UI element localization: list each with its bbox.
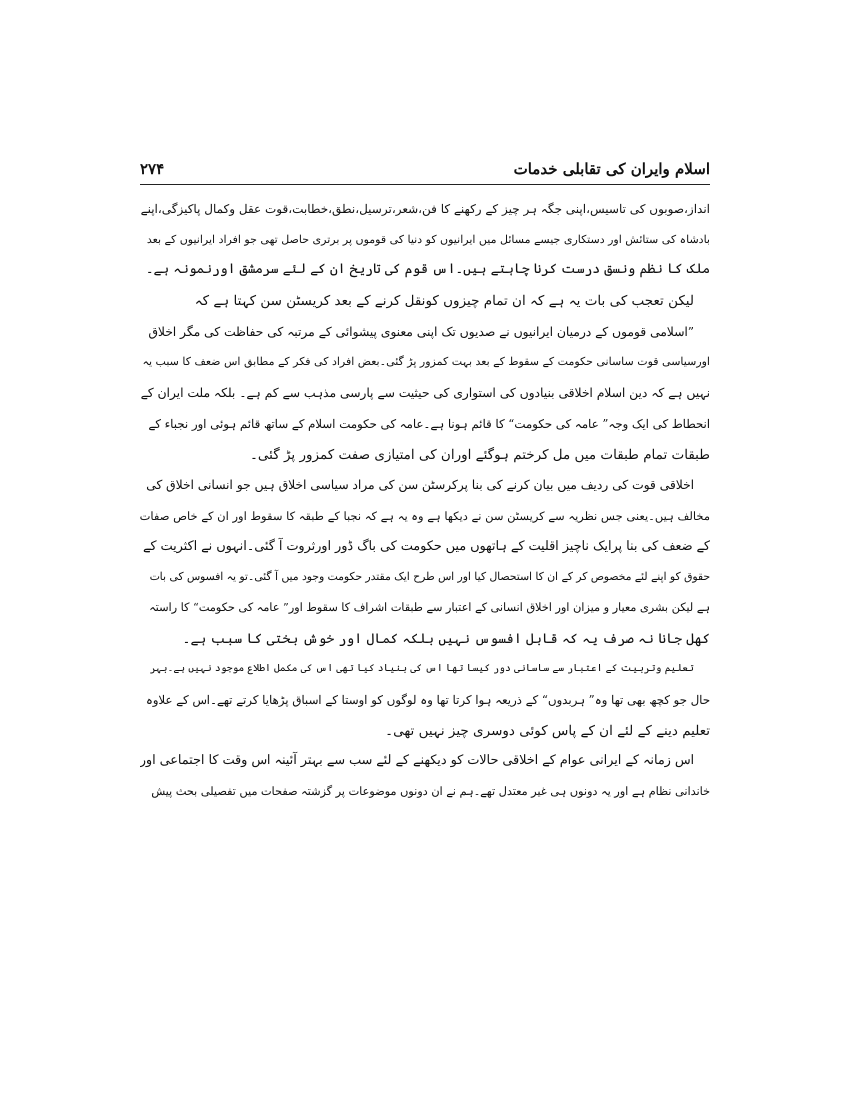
text-line: خاندانی نظام ہے اور یہ دونوں ہی غیر معتدل تھے۔ہم نے ان دونوں موضوعات پر گزشتہ صفحات میں تفصیلی بحث پیش bbox=[151, 785, 710, 799]
text-line: طبقات تمام طبقات میں مل کرختم ہوگئے اوران کی امتیازی صفت کمزور پڑ گئی۔ bbox=[250, 446, 710, 463]
text-line: تعلیم وتربیت کے اعتبار سے ساسانی دور کیسا تھا اس کی بنیاد کیا تھی اس کی مکمل اطلاع موجود نہیں ہے۔بہر bbox=[149, 663, 694, 675]
text-line: ہے لیکن بشری معیار و میزان اور اخلاق انسانی کے اعتبار سے طبقات اشراف کا سقوط اور” عامہ کی حکومت“ کا راستہ bbox=[149, 600, 710, 614]
text-line: ”اسلامی قوموں کے درمیان ایرانیوں نے صدیوں تک اپنی معنوی پیشوائی کے مرتبہ کی حفاظت کی مگر اخلاق bbox=[148, 324, 694, 339]
text-line: حال جو کچھ بھی تھا وہ” ہربدوں“ کے ذریعہ ہوا کرتا تھا وہ لوگوں کو اوستا کے اسباق پڑھایا کرتے تھے۔اس کے علاوہ bbox=[145, 693, 710, 707]
text-line: اخلاقی قوت کی ردیف میں بیان کرنے کی بنا پرکرسٹن سن کی مراد سیاسی اخلاق ہیں جو انسانی اخلاق کی bbox=[146, 478, 694, 493]
text-line: ملک کا نظم ونسق درست کرنا چاہتے ہیں۔اس قوم کی تاریخ ان کے لئے سرمشق اورنمونہ ہے۔ bbox=[145, 262, 710, 278]
page-number: ۲۷۴ bbox=[140, 160, 165, 178]
page-header bbox=[140, 160, 710, 182]
text-line: کھل جانا نہ صرف یہ کہ قابل افسوس نہیں بلکہ کمال اور خوش بختی کا سبب ہے۔ bbox=[182, 630, 710, 647]
text-line: تعلیم دینے کے لئے ان کے پاس کوئی دوسری چیز نہیں تھی۔ bbox=[385, 722, 710, 739]
text-line: لیکن تعجب کی بات یہ ہے کہ ان تمام چیزوں کونقل کرنے کے بعد کریسٹن سن کہتا ہے کہ bbox=[194, 293, 694, 310]
text-line: حقوق کو اپنے لئے مخصوص کر کے ان کا استحصال کیا اور اس طرح ایک مقتدر حکومت وجود میں آ گئی۔تو یہ افسوس کی بات bbox=[149, 570, 710, 584]
text-line: اس زمانہ کے ایرانی عوام کے اخلاقی حالات کو دیکھنے کے لئے سب سے بہتر آئینہ اس وقت کا اجتماعی اور bbox=[140, 753, 694, 769]
text-line: مخالف ہیں۔یعنی جس نظریہ سے کریسٹن سن نے دیکھا ہے وہ یہ ہے کہ نجبا کے طبقہ کا سقوط اور ان کے خاص صفات bbox=[140, 508, 710, 523]
header-rule bbox=[140, 184, 710, 185]
text-line: اورسیاسی قوت ساسانی حکومت کے سقوط کے بعد بہت کمزور پڑ گئی۔بعض افراد کی فکر کے مطابق اس ضعف کا سبب یہ bbox=[142, 355, 710, 369]
running-title: اسلام وایران کی تقابلی خدمات bbox=[513, 160, 710, 178]
text-line: انحطاط کی ایک وجہ” عامہ کی حکومت“ کا قائم ہونا ہے۔عامہ کی حکومت اسلام کے ساتھ قائم ہوئی اور نجباء کے bbox=[148, 416, 710, 431]
text-line: کے ضعف کی بنا پرایک ناچیز اقلیت کے ہاتھوں میں حکومت کی باگ ڈور اورثروت آ گئی۔انہوں نے اکثریت کے bbox=[142, 538, 710, 554]
text-line: بادشاہ کی ستائش اور دستکاری جیسے مسائل میں ایرانیوں کو دنیا کی قوموں پر برتری حاصل تھی جو افراد ایرانیوں کے بعد bbox=[146, 232, 710, 246]
text-line: نہیں ہے کہ دین اسلام اخلاقی بنیادوں کی استواری کی حیثیت سے پارسی مذہب سے کم ہے۔ بلکہ ملت ایران کے bbox=[140, 386, 710, 401]
body-text bbox=[140, 194, 710, 1074]
text-line: انداز،صوبوں کی تاسیس،اپنی جگہ ہر چیز کے رکھنے کا فن،شعر،ترسیل،نطق،خطابت،قوت عقل وکمال پاکیزگی،اپنے bbox=[140, 202, 710, 216]
